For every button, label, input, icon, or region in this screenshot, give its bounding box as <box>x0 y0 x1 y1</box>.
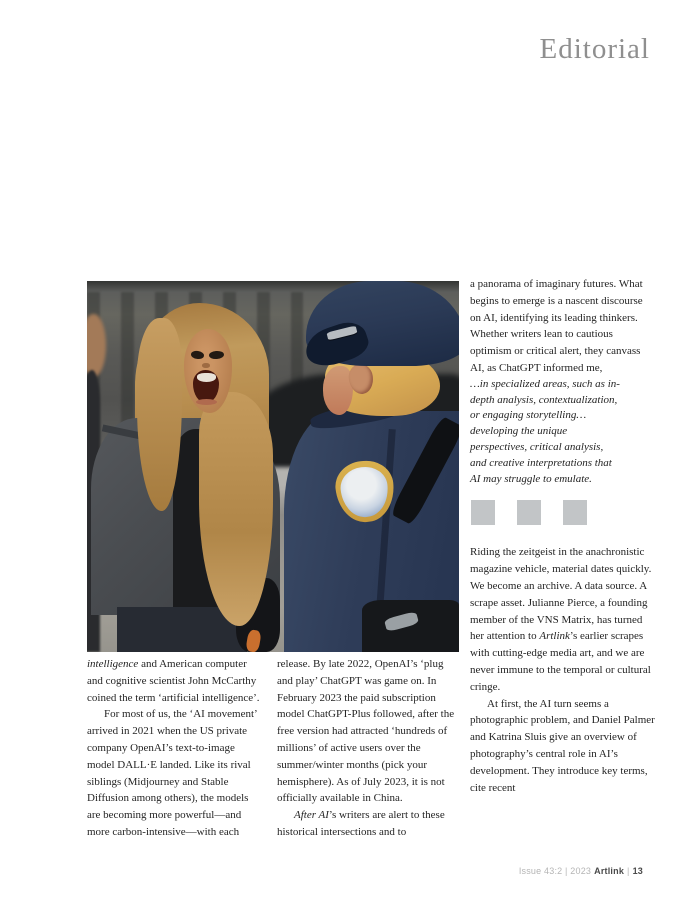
paragraph-intro: a panorama of imaginary futures. What begins to emerge is a nascent discourse on AI, identifying its leading thinkers. Whether writers lean to cautious optimism or critical alert, they canvass AI, as ChatGPT informed me, <box>470 278 643 374</box>
woman-hair-strand-left <box>137 318 182 511</box>
footer-issue: Issue 43:2 | 2023 <box>518 866 592 876</box>
separator-square <box>563 500 587 525</box>
officer-belt-gear <box>362 600 459 652</box>
footer-magazine-name: Artlink <box>594 866 625 876</box>
officer-shield-patch-inner <box>339 464 391 519</box>
page-footer <box>519 866 643 876</box>
paragraph: intelligence and American computer and cognitive scientist John McCarthy coined the term ‘artificial intelligence’. <box>87 658 260 704</box>
paragraph-riding: Riding the zeitgeist in the anachronistic magazine vehicle, material dates quickly. We become an archive. A data source. A scrape asset. Julianne Pierce, a founding member of the VNS Matrix, has turned her attention to Artlink’s earlier scrapes with cutting-edge media art, and we are never immune to the temporal or cultural cringe. <box>470 546 652 693</box>
woman-teeth <box>197 373 216 382</box>
pull-quote: …in specialized areas, such as in-depth analysis, contextualization, or engaging storytelling…developing the unique perspectives, critical analysis, and creative interpretations that AI may struggle to emulate. <box>470 377 620 485</box>
separator-squares <box>471 500 656 525</box>
page-title: Editorial <box>539 33 650 65</box>
article-photo <box>87 281 459 652</box>
footer-page-number: 13 <box>632 866 643 876</box>
separator-square <box>471 500 495 525</box>
woman-lower-lip <box>196 399 217 405</box>
paragraph: release. By late 2022, OpenAI’s ‘plug and play’ ChatGPT was game on. In February 2023 the paid subscription model ChatGPT-Plus followed, after the free version had attracted ‘hundreds of millions’ of active users over the summer/winter months (pick your hemisphere). As of July 2023, it is not officially available in China. <box>277 658 455 805</box>
column-middle <box>277 656 461 841</box>
woman-nose-shadow <box>202 363 209 367</box>
footer-divider: | <box>627 866 630 876</box>
paragraph: After AI’s writers are alert to these historical intersections and to <box>277 809 445 838</box>
separator-square <box>517 500 541 525</box>
column-right <box>470 276 656 796</box>
paragraph: For most of us, the ‘AI movement’ arrived in 2021 when the US private company OpenAI’s text-to-image model DALL·E landed. Like its rival siblings (Midjourney and Stable Diffusion among others), the models are becoming more powerful—and more carbon-intensive—with each <box>87 708 257 838</box>
paragraph-at-first: At first, the AI turn seems a photographic problem, and Daniel Palmer and Katrina Sluis give an overview of photography’s central role in AI’s development. They introduce key terms, cite recent <box>470 697 655 794</box>
column-left <box>87 656 264 841</box>
